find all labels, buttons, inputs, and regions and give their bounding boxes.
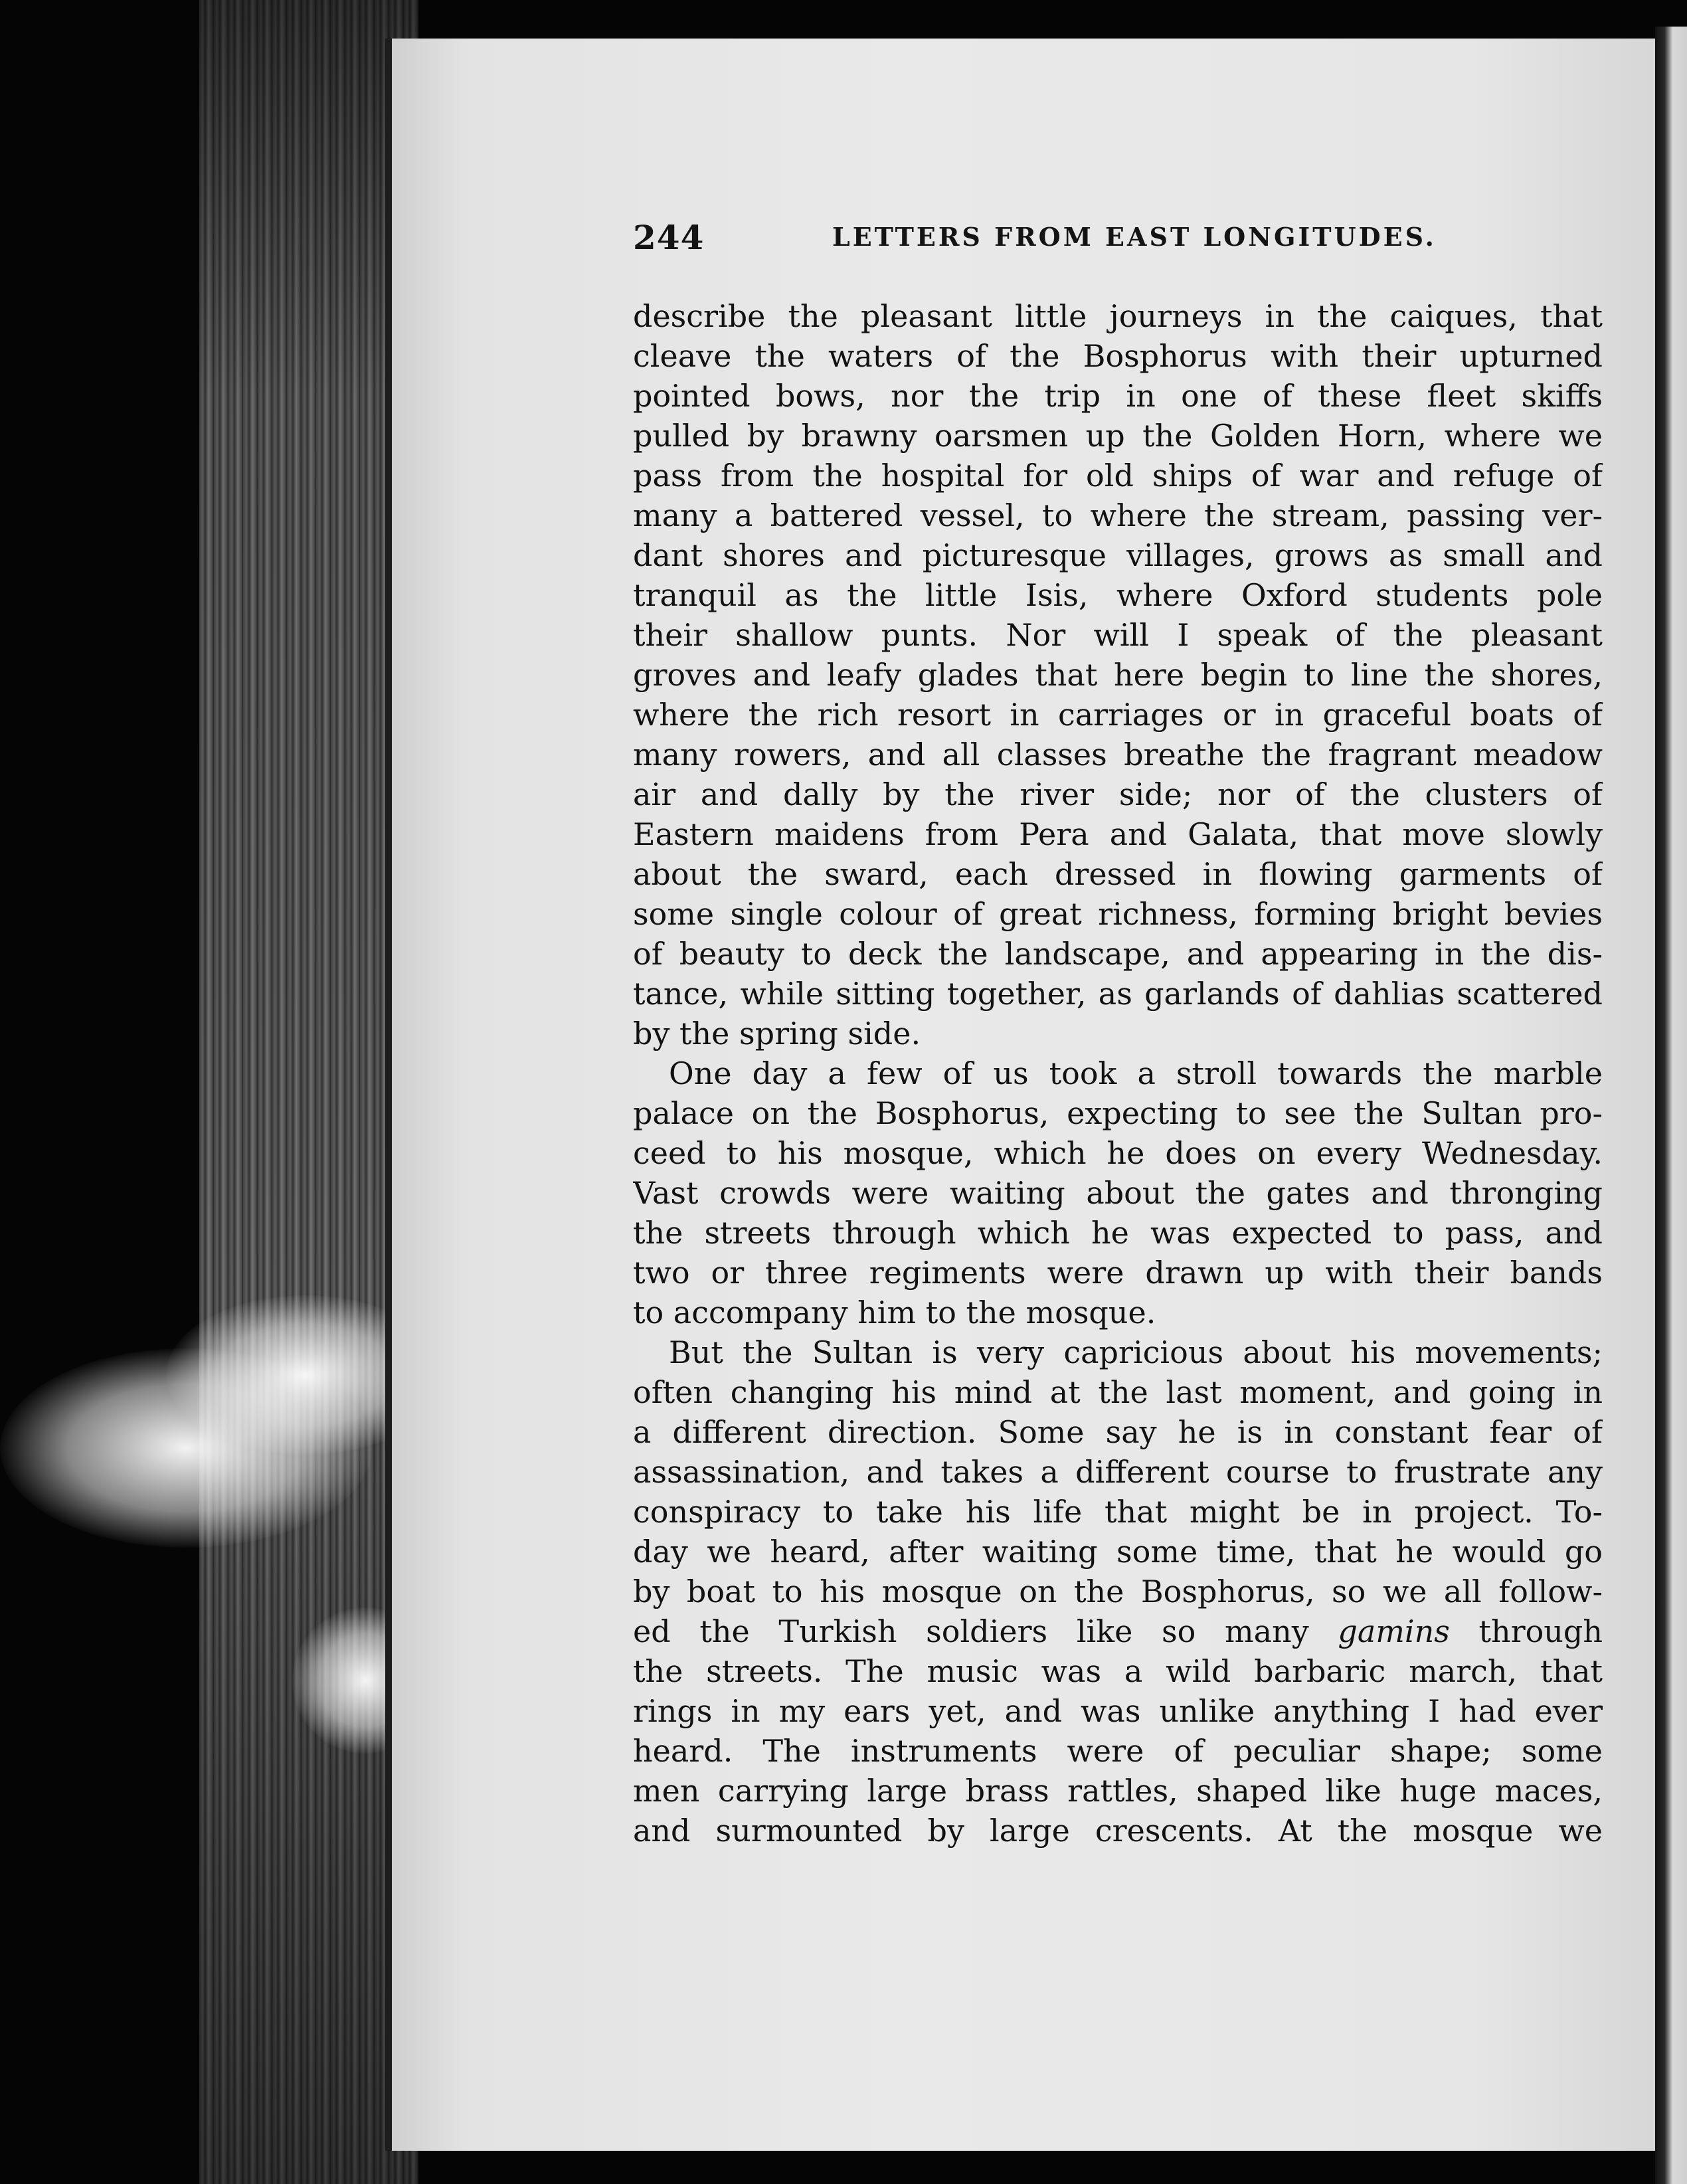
text-line: by the spring side.	[633, 1016, 921, 1051]
text-line: tranquil as the little Isis, where Oxford students pole	[633, 577, 1603, 613]
text-line: tance, while sitting together, as garlands of dahlias scattered	[633, 976, 1603, 1012]
text-line: and surmounted by large crescents. At the mosque we	[633, 1813, 1603, 1849]
text-line: air and dally by the river side; nor of the clusters of	[633, 776, 1603, 812]
text-line: heard. The instruments were of peculiar shape; some	[633, 1733, 1603, 1769]
paragraph-2	[633, 1053, 1603, 1332]
text-line: pass from the hospital for old ships of war and refuge of	[633, 458, 1603, 494]
text-line: Eastern maidens from Pera and Galata, that move slowly	[633, 816, 1603, 852]
text-line: of beauty to deck the landscape, and appearing in the dis-	[633, 936, 1603, 972]
text-line: cleave the waters of the Bosphorus with their upturned	[633, 338, 1603, 374]
text-line: palace on the Bosphorus, expecting to see the Sultan pro-	[633, 1095, 1603, 1131]
text-line: Vast crowds were waiting about the gates and thronging	[633, 1175, 1603, 1211]
text-line: to accompany him to the mosque.	[633, 1295, 1156, 1330]
text-line: groves and leafy glades that here begin to line the shores,	[633, 657, 1603, 693]
text-span: through	[1449, 1613, 1603, 1649]
running-header	[633, 218, 1437, 264]
paragraph-3	[633, 1332, 1603, 1851]
text-line: some single colour of great richness, forming bright bevies	[633, 896, 1603, 932]
text-line: conspiracy to take his life that might be in project. To-	[633, 1494, 1603, 1530]
text-line: pulled by brawny oarsmen up the Golden Horn, where we	[633, 418, 1603, 454]
running-title: LETTERS FROM EAST LONGITUDES.	[832, 222, 1437, 252]
text-line: often changing his mind at the last moment, and going in	[633, 1374, 1603, 1410]
italic-word: gamins	[1338, 1613, 1450, 1649]
text-line: pointed bows, nor the trip in one of these fleet skiffs	[633, 378, 1603, 414]
text-line: about the sward, each dressed in flowing garments of	[633, 856, 1603, 892]
text-span: ed the Turkish soldiers like so many	[633, 1613, 1338, 1649]
text-line: by boat to his mosque on the Bosphorus, so we all follow-	[633, 1574, 1603, 1609]
text-line: One day a few of us took a stroll towards the marble	[669, 1055, 1603, 1091]
text-line: the streets. The music was a wild barbaric march, that	[633, 1653, 1603, 1689]
text-line: many rowers, and all classes breathe the fragrant meadow	[633, 737, 1603, 773]
text-line: where the rich resort in carriages or in graceful boats of	[633, 697, 1603, 733]
text-line: dant shores and picturesque villages, grows as small and	[633, 537, 1603, 573]
page-body	[633, 296, 1603, 1851]
text-line: day we heard, after waiting some time, that he would go	[633, 1534, 1603, 1570]
text-line: a different direction. Some say he is in constant fear of	[633, 1414, 1603, 1450]
text-line: assassination, and takes a different course to frustrate any	[633, 1454, 1603, 1490]
text-line: describe the pleasant little journeys in the caiques, that	[633, 298, 1603, 334]
text-line	[633, 1611, 1603, 1651]
text-line: their shallow punts. Nor will I speak of the pleasant	[633, 617, 1603, 653]
text-line: ceed to his mosque, which he does on every Wednesday.	[633, 1135, 1603, 1171]
text-line: many a battered vessel, to where the stream, passing ver-	[633, 498, 1603, 533]
page-number: 244	[633, 218, 705, 257]
text-line: the streets through which he was expected to pass, and	[633, 1215, 1603, 1251]
facing-page-edge	[1655, 27, 1687, 2184]
text-line: two or three regiments were drawn up with their bands	[633, 1255, 1603, 1291]
text-line: men carrying large brass rattles, shaped like huge maces,	[633, 1773, 1603, 1809]
text-line: But the Sultan is very capricious about his movements;	[669, 1334, 1603, 1370]
paragraph-1	[633, 296, 1603, 1053]
text-line: rings in my ears yet, and was unlike anything I had ever	[633, 1693, 1603, 1729]
